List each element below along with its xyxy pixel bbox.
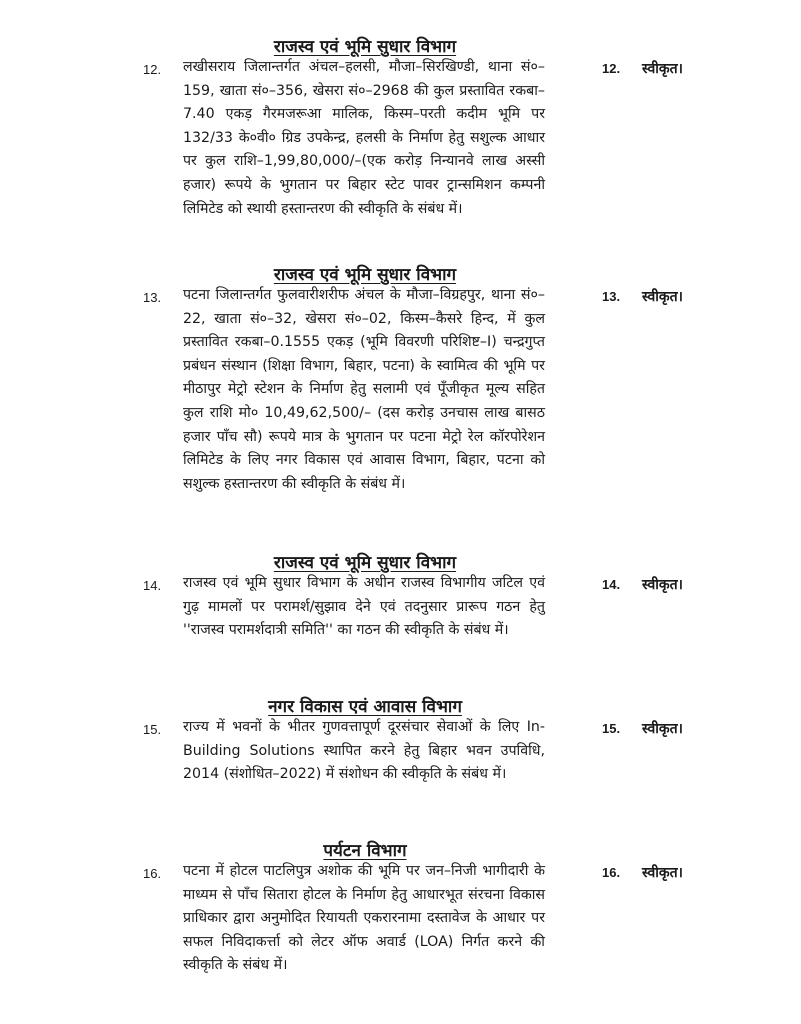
item-description: पटना जिलान्तर्गत फुलवारीशरीफ अंचल के मौजा–विग्रहपुर, थाना सं०–22, खाता सं०–32, खेसरा सं०–02, किस्म–कैसरे हिन्द, में कुल प्रस्तावित रकबा–0.1555 एकड़ (भूमि विवरणी परिशिष्ट–I) चन्द्रगुप्त प्रबंधन संस्थान (शिक्षा विभाग, बिहार, पटना) के स्वामित्व की भूमि पर मीठापुर मेट्रो स्टेशन के निर्माण हेतु सलामी एवं पूँजीकृत मूल्य सहित कुल राशि मो० 10,49,62,500/– (दस करोड़ उनचास लाख बासठ हजार पाँच सौ) रूपये मात्र के भुगतान पर पटना मेट्रो रेल कॉरपोरेशन लिमिटेड के लिए नगर विकास एवं आवास विभाग, बिहार, पटना को सशुल्क हस्तान्तरण की स्वीकृति के संबंध में। xyxy=(183,287,545,492)
decision-status: स्वीकृत। xyxy=(642,61,683,77)
result-number: 13. xyxy=(602,289,621,304)
item-number: 14. xyxy=(143,578,162,593)
item-description: राज्य में भवनों के भीतर गुणवत्तापूर्ण दूरसंचार सेवाओं के लिए In-Building Solutions स्थापित करने हेतु बिहार भवन उपविधि, 2014 (संशोधित–2022) में संशोधन की स्वीकृति के संबंध में। xyxy=(183,719,545,783)
result-number: 16. xyxy=(602,865,621,880)
department-heading xyxy=(185,262,545,285)
item-number: 13. xyxy=(143,290,162,305)
department-heading-text: राजस्व एवं भूमि सुधार विभाग xyxy=(273,265,457,285)
department-heading xyxy=(185,34,545,57)
decision-status: स्वीकृत। xyxy=(642,721,683,737)
department-heading xyxy=(185,550,545,573)
item-number: 16. xyxy=(143,866,162,881)
item-number: 12. xyxy=(143,62,162,77)
item-description: लखीसराय जिलान्तर्गत अंचल–हलसी, मौजा–सिरखिण्डी, थाना सं०–159, खाता सं०–356, खेसरा सं०–2968 की कुल प्रस्तावित रकबा–7.40 एकड़ गैरमजरूआ मालिक, किस्म–परती कदीम भूमि पर 132/33 के०वी० ग्रिड उपकेन्द्र, हलसी के निर्माण हेतु सशुल्क आधार पर कुल राशि–1,99,80,000/–(एक करोड़ निन्यानवे लाख अस्सी हजार) रूपये के भुगतान पर बिहार स्टेट पावर ट्रान्समिशन कम्पनी लिमिटेड को स्थायी हस्तान्तरण की स्वीकृति के संबंध में। xyxy=(183,59,545,217)
decision-status: स्वीकृत। xyxy=(642,289,683,305)
decision-status: स्वीकृत। xyxy=(642,577,683,593)
item-description: पटना में होटल पाटलिपुत्र अशोक की भूमि पर जन–निजी भागीदारी के माध्यम से पाँच सितारा होटल के निर्माण हेतु आधारभूत संरचना विकास प्राधिकार द्वारा अनुमोदित रियायती एकरारनामा दस्तावेज के आधार पर सफल निविदाकर्त्ता को लेटर ऑफ अवार्ड (LOA) निर्गत करने की स्वीकृति के संबंध में। xyxy=(183,863,545,974)
department-heading-text: पर्यटन विभाग xyxy=(323,841,407,861)
department-heading-text: राजस्व एवं भूमि सुधार विभाग xyxy=(273,37,457,57)
item-description: राजस्व एवं भूमि सुधार विभाग के अधीन राजस्व विभागीय जटिल एवं गुढ़ मामलों पर परामर्श/सुझाव देने एवं तदनुसार प्रारूप गठन हेतु ''राजस्व परामर्शदात्री समिति'' का गठन की स्वीकृति के संबंध में। xyxy=(183,575,545,639)
department-heading-text: राजस्व एवं भूमि सुधार विभाग xyxy=(273,553,457,573)
result-number: 12. xyxy=(602,61,621,76)
department-heading-text: नगर विकास एवं आवास विभाग xyxy=(268,697,462,717)
department-heading xyxy=(185,694,545,717)
result-number: 14. xyxy=(602,577,621,592)
decision-status: स्वीकृत। xyxy=(642,865,683,881)
item-number: 15. xyxy=(143,722,162,737)
result-number: 15. xyxy=(602,721,621,736)
department-heading xyxy=(185,838,545,861)
